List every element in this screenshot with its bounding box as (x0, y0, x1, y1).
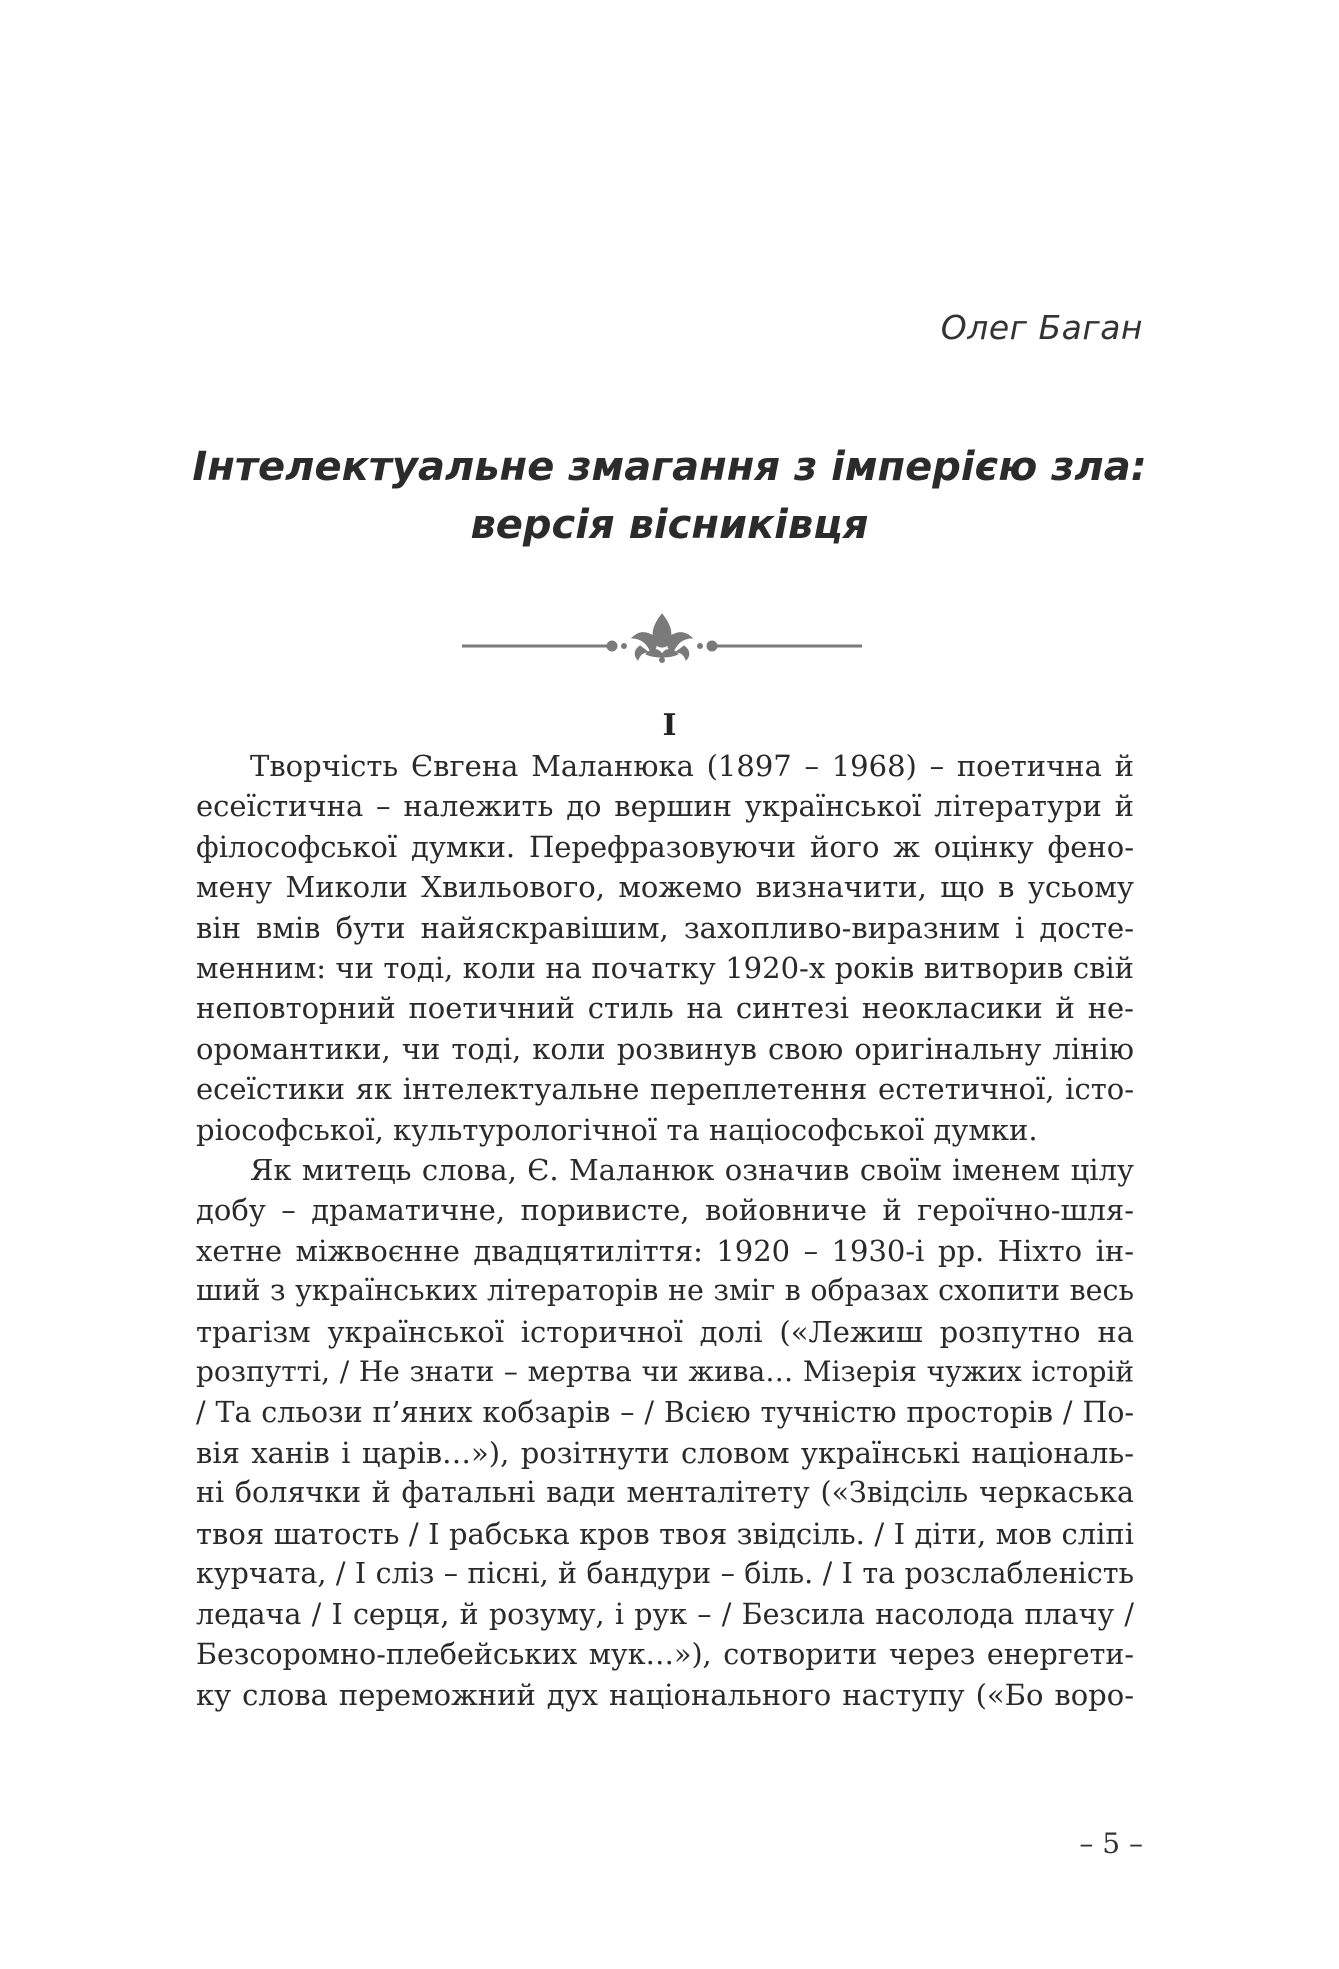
text-line: Творчість Євгена Маланюка (1897 – 1968) – поетична й (250, 749, 1134, 783)
text-line: ріософської, культурологічної та націософської думки. (196, 1112, 1038, 1147)
text-line: філософської думки. Перефразовуючи його ж оцінку фено- (196, 829, 1134, 864)
body-text (196, 746, 1134, 1716)
title-line-2: версія вісниківця (470, 502, 869, 548)
title-line-1: Інтелектуальне змагання з імперією зла: (192, 444, 1147, 490)
text-line: курчата, / І сліз – пісні, й бандури – біль. / І та розслабленість (196, 1557, 1134, 1591)
text-line: мену Миколи Хвильового, можемо визначити, що в усьому (196, 870, 1134, 905)
text-line: твоя шатость / І рабська кров твоя звідсіль. / І діти, мов сліпі (196, 1516, 1134, 1551)
author-name: Олег Баган (940, 308, 1143, 347)
text-line: неповторний поетичний стиль на синтезі неокласики й не- (196, 991, 1134, 1026)
text-line: розпутті, / Не знати – мертва чи жива… Мізерія чужих історій (196, 1355, 1134, 1389)
text-line: хетне міжвоєнне двадцятиліття: 1920 – 1930-і рр. Ніхто ін- (196, 1233, 1134, 1268)
text-line: / Та сльози п’яних кобзарів – / Всією тучністю просторів / По- (196, 1395, 1134, 1429)
text-line: вія ханів і царів…»), розітнути словом українські національ- (196, 1435, 1134, 1470)
decorative-ornament-icon (462, 608, 862, 668)
text-line: добу – драматичне, поривисте, войовниче й героїчно-шля- (196, 1193, 1134, 1228)
text-line: ку слова переможний дух національного наступу («Бо воро- (196, 1678, 1134, 1713)
text-line: есеїстична – належить до вершин української літератури й (196, 789, 1134, 824)
text-line: він вмів бути найяскравішим, захопливо-виразним і досте- (196, 910, 1134, 945)
section-number: I (662, 708, 677, 743)
text-line: ні болячки й фатальні вади менталітету («Звідсіль черкаська (196, 1476, 1134, 1510)
article-title (0, 438, 1339, 554)
text-line: ледача / І серця, й розуму, і рук – / Безсила насолода плачу / (196, 1597, 1134, 1631)
text-line: менним: чи тоді, коли на початку 1920-х років витворив свій (196, 951, 1134, 986)
text-line: есеїстики як інтелектуальне переплетення естетичної, істо- (196, 1072, 1134, 1107)
text-line: трагізм української історичної долі («Лежиш розпутно на (196, 1314, 1134, 1349)
text-line: оромантики, чи тоді, коли розвинув свою оригінальну лінію (196, 1031, 1134, 1066)
page-number: – 5 – (1079, 1827, 1143, 1860)
text-line: ший з українських літераторів не зміг в образах схопити весь (196, 1274, 1134, 1308)
text-line: Як митець слова, Є. Маланюк означив своїм іменем цілу (250, 1153, 1134, 1188)
text-line: Безсоромно-плебейських мук…»), сотворити через енергети- (196, 1637, 1134, 1671)
